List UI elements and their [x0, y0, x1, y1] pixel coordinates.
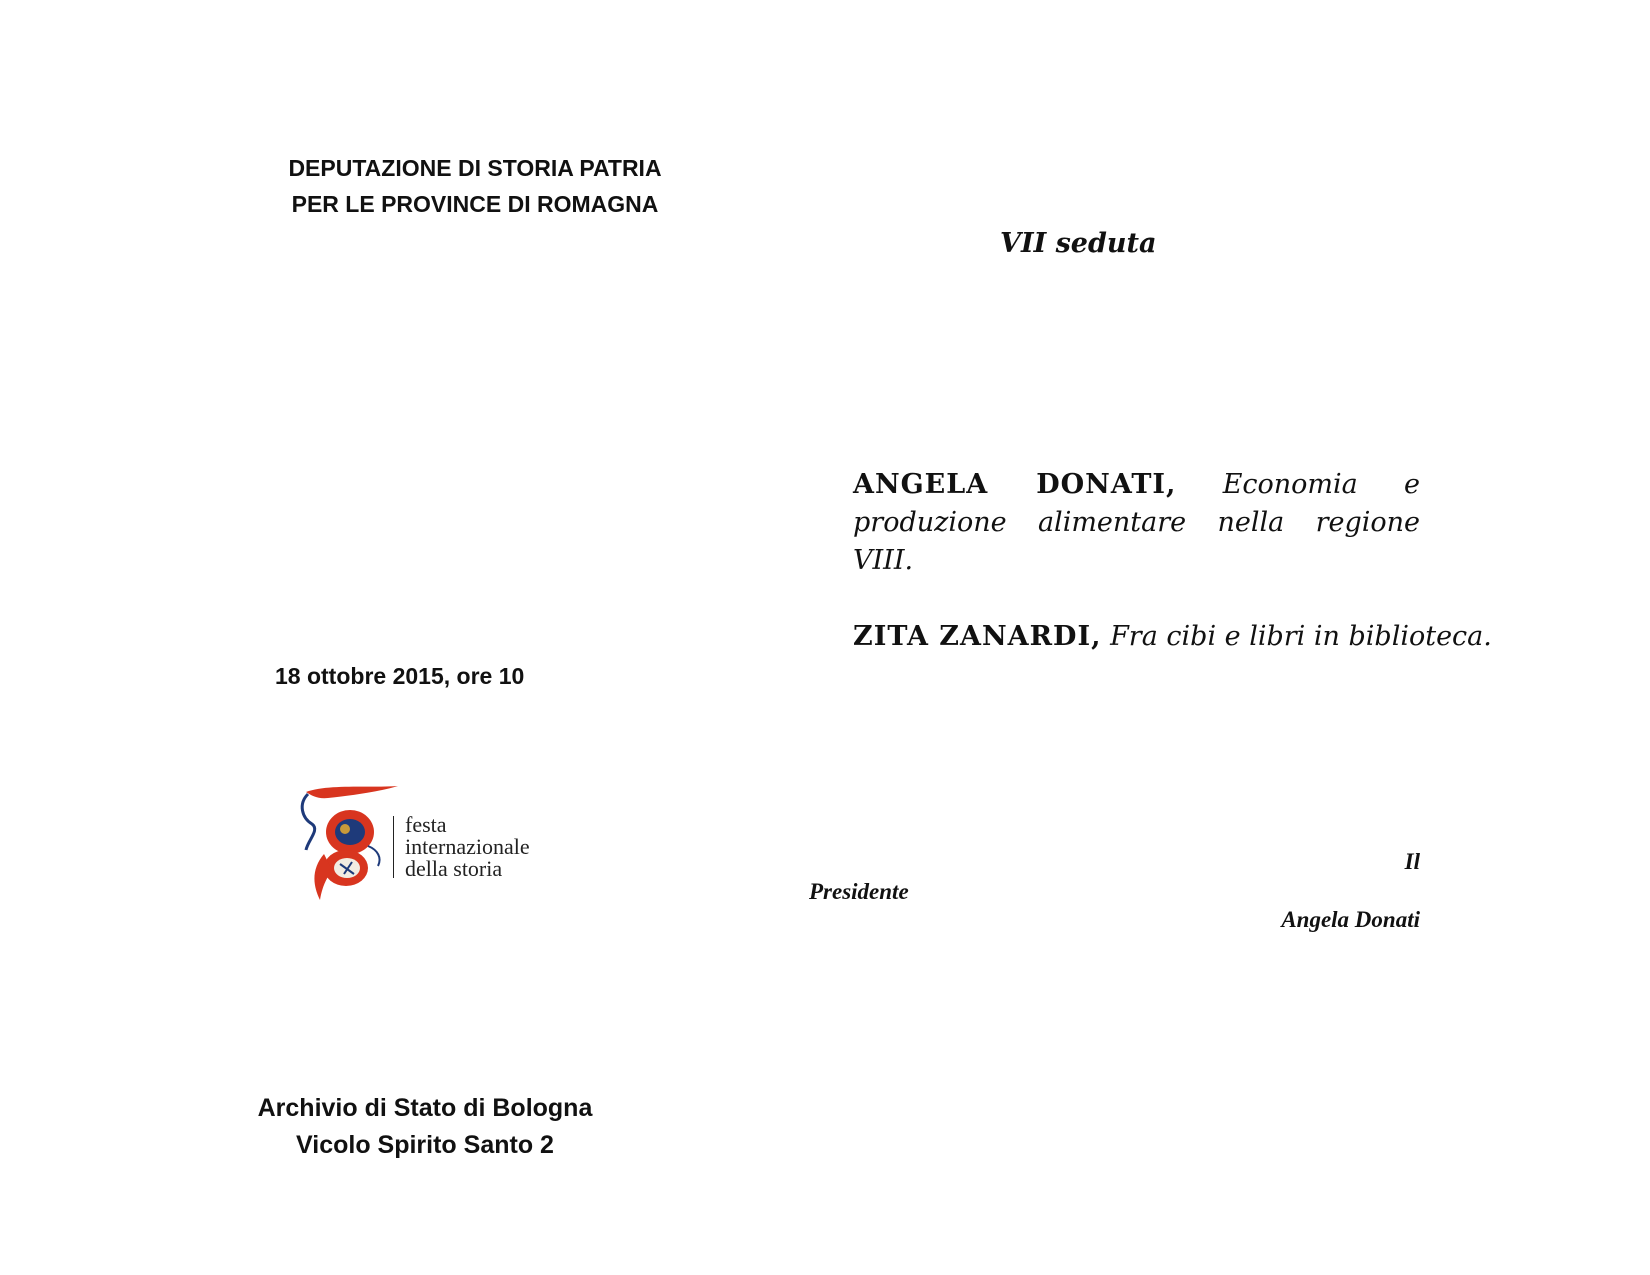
festival-logo [298, 784, 558, 904]
event-date: 18 ottobre 2015, ore 10 [275, 663, 525, 689]
signature-name: Angela Donati [1281, 907, 1420, 932]
signature-il: Il [1404, 849, 1420, 874]
talk-entry-2 [853, 618, 1492, 656]
talk-1-title: Economia e produzione alimentare nella regione VIII. [853, 469, 1420, 576]
venue-address [225, 1090, 625, 1164]
logo-text-line-3: della storia [405, 856, 503, 881]
venue-line-2: Vicolo Spirito Santo 2 [296, 1131, 554, 1159]
organization-heading [250, 150, 700, 222]
talk-2-author: ZITA ZANARDI, [853, 621, 1102, 652]
logo-text [405, 814, 530, 880]
session-title: VII seduta [1000, 228, 1157, 259]
talk-1-author: ANGELA DONATI, [853, 469, 1177, 500]
venue-line-1: Archivio di Stato di Bologna [257, 1094, 593, 1122]
talk-entry-1 [853, 466, 1420, 580]
logo-divider [393, 816, 394, 878]
logo-text-line-1: festa [405, 812, 447, 837]
talk-2-title: Fra cibi e libri in biblioteca. [1110, 621, 1492, 652]
organization-line-2: PER LE PROVINCE DI ROMAGNA [291, 191, 659, 217]
festival-monogram-icon [298, 784, 398, 904]
logo-text-line-2: internazionale [405, 834, 530, 859]
organization-line-1: DEPUTAZIONE DI STORIA PATRIA [288, 155, 662, 181]
signature-presidente: Presidente [809, 879, 909, 904]
